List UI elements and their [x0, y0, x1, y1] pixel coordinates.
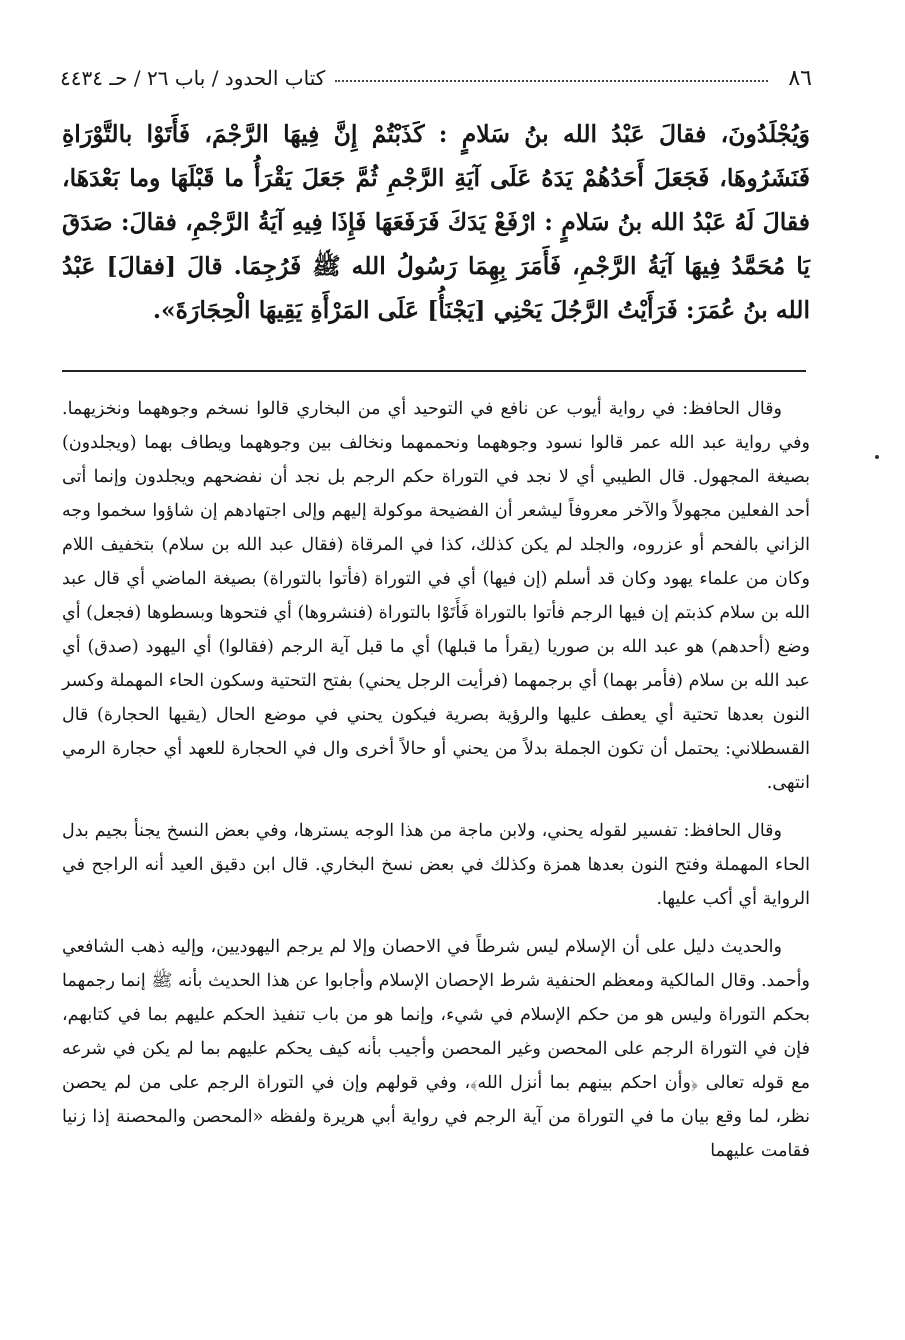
header-dot-leader: [335, 80, 768, 82]
footnote-separator: [62, 370, 806, 372]
commentary-paragraph-3: والحديث دليل على أن الإسلام ليس شرطاً في الاحصان وإلا لم يرجم اليهوديين، وإليه ذهب الشافعي وأحمد. وقال المالكية ومعظم الحنفية شرط الإحصان الإسلام وأجابوا عن هذا الحديث بأنه ﷺ إنما رجمهما بحكم التوراة وليس هو من حكم الإسلام في شيء، وإنما هو من باب تنفيذ الحكم عليهم بما في كتابهم، فإن في التوراة الرجم على المحصن وغير المحصن وأجيب بأنه كيف يحكم عليهم بما لم يكن في شرعه مع قوله تعالى ﴿وأن احكم بينهم بما أنزل الله﴾، وفي قولهم وإن في التوراة الرجم على من لم يحصن نظر، لما وقع بيان ما في التوراة من آية الرجم في رواية أبي هريرة ولفظه «المحصن والمحصنة إذا زنيا فقامت عليهما: [62, 937, 810, 1161]
hadith-paragraph: وَيُجْلَدُونَ، فقالَ عَبْدُ الله بنُ سَلامٍ : كَذَبْتُمْ إِنَّ فِيهَا الرَّجْمَ، فَأَتَوْا بالتَّوْرَاةِ فَنَشَرُوهَا، فَجَعَلَ أَحَدُهُمْ يَدَهُ عَلَى آيَةِ الرَّجْمِ ثُمَّ جَعَلَ يَقْرَأُ ما قَبْلَهَا وما بَعْدَهَا، فقالَ لَهُ عَبْدُ الله بنُ سَلامٍ : ارْفَعْ يَدَكَ فَرَفَعَهَا فَإِذَا فِيهِ آيَةُ الرَّجْمِ، فقالَ: صَدَقَ يَا مُحَمَّدُ فِيهَا آيَةُ الرَّجْمِ، فَأَمَرَ بِهِمَا رَسُولُ الله ﷺ فَرُجِمَا. قالَ [فقالَ] عَبْدُ الله بنُ عُمَرَ: فَرَأَيْتُ الرَّجُلَ يَحْنِي [يَجْنَأُ] عَلَى المَرْأَةِ يَقِيهَا الْحِجَارَةَ».: [62, 120, 810, 324]
header-title: كتاب الحدود / باب ٢٦ / حـ ٤٤٣٤: [60, 66, 326, 90]
hadith-text: [62, 112, 810, 332]
commentary: [62, 392, 810, 1182]
page-header: [60, 58, 812, 98]
commentary-paragraph-1: وقال الحافظ: في رواية أيوب عن نافع في التوحيد أي من البخاري قالوا نسخم وجوههما ونخزيهما. وفي رواية عبد الله عمر قالوا نسود وجوههما ونحممهما ونخالف بين وجوههما ويطاف بهما (ويجلدون) بصيغة المجهول. قال الطيبي أي لا نجد في التوراة حكم الرجم بل نجد أن نفضحهم ويجلدون وإنما أتى أحد الفعلين مجهولاً والآخر معروفاً ليشعر أن الفضيحة موكولة إليهم وإلى اجتهادهم إن شاؤوا سخموا وجه الزاني بالفحم أو عزروه، والجلد لم يكن كذلك، كذا في المرقاة (فقال عبد الله بن سلام) بتخفيف اللام وكان من علماء يهود وكان قد أسلم (إن فيها) أي في التوراة (فأتوا بالتوراة) بصيغة الماضي أي قال عبد الله بن سلام كذبتم إن فيها الرجم فأتوا بالتوراة فَأَتَوْا بالتوراة (فنشروها) أي فتحوها وبسطوها (فجعل) أي وضع (أحدهم) هو عبد الله بن صوريا (يقرأ ما قبلها) أي ما قبل آية الرجم (فقالوا) أي اليهود (صدق) أي عبد الله بن سلام (فأمر بهما) أي برجمهما (فرأيت الرجل يحني) بفتح التحتية وسكون الحاء المهملة وكسر النون بعدها تحتية أي يعطف عليها والرؤية بصرية فيكون يحني في موضع الحال (يقيها الحجارة) قال القسطلاني: يحتمل أن تكون الجملة بدلاً من يحني أو حالاً أخرى وال في الحجارة للعهد أي حجارة الرمي انتهى.: [62, 399, 810, 793]
page-number: ٨٦: [788, 65, 812, 91]
margin-mark: [875, 455, 879, 459]
commentary-paragraph-2: وقال الحافظ: تفسير لقوله يحني، ولابن ماجة من هذا الوجه يسترها، وفي بعض النسخ يجنأ بجيم بدل الحاء المهملة وفتح النون بعدها همزة وكذلك في بعض نسخ البخاري. قال ابن دقيق العيد أنه الراجح في الرواية أي أكب عليها.: [62, 821, 810, 909]
